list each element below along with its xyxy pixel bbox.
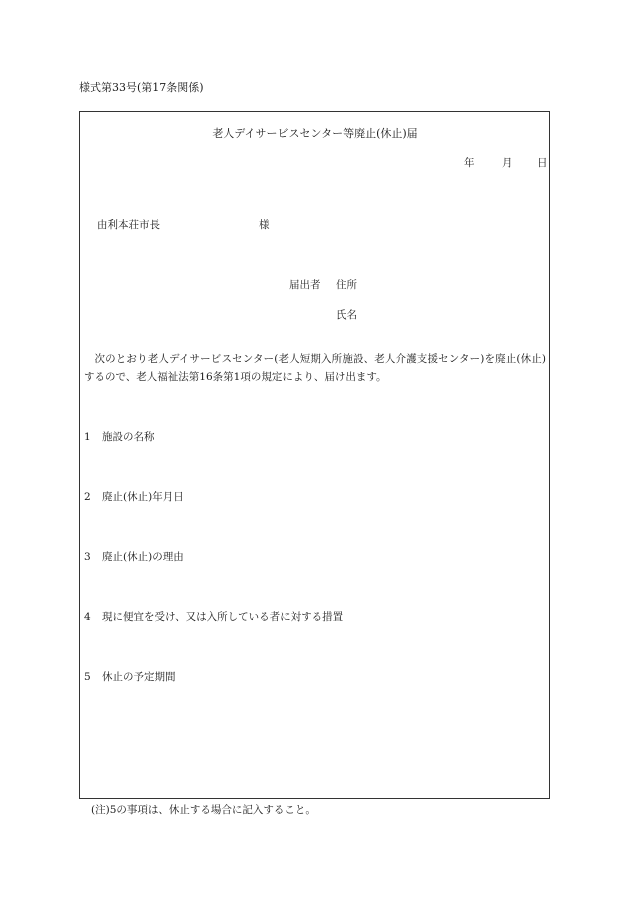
item-number: 4 [84, 611, 91, 623]
item-number: 1 [84, 431, 91, 443]
item-number: 3 [84, 551, 91, 563]
item-number: 2 [84, 491, 91, 503]
address-label: 住所 [336, 279, 357, 291]
item-facility-name-label: 施設の名称 [102, 431, 155, 443]
form-frame [79, 111, 550, 799]
form-title: 老人デイサービスセンター等廃止(休止)届 [212, 127, 418, 140]
declaration-text: 次のとおり老人デイサービスセンター(老人短期入所施設、老人介護支援センター)を廃止(休止)するので、老人福祉法第16条第1項の規定により、届け出ます。 [84, 353, 546, 383]
date-year-label: 年 [464, 157, 475, 169]
item-closure-reason-label: 廃止(休止)の理由 [102, 551, 184, 563]
date-month-label: 月 [502, 157, 513, 169]
date-day-label: 日 [537, 157, 548, 169]
item-closure-date-label: 廃止(休止)年月日 [102, 491, 184, 503]
item-measures-label: 現に便宜を受け、又は入所している者に対する措置 [102, 611, 344, 623]
footnote: (注)5の事項は、休止する場合に記入すること。 [91, 804, 316, 816]
item-number: 5 [84, 671, 91, 683]
applicant-label: 届出者 [289, 279, 321, 291]
item-suspension-period-label: 休止の予定期間 [102, 671, 176, 683]
name-label: 氏名 [336, 309, 357, 321]
addressee-name: 由利本荘市長 [97, 219, 160, 231]
addressee-honorific: 様 [259, 219, 270, 231]
form-number-label: 様式第33号(第17条関係) [79, 81, 204, 94]
